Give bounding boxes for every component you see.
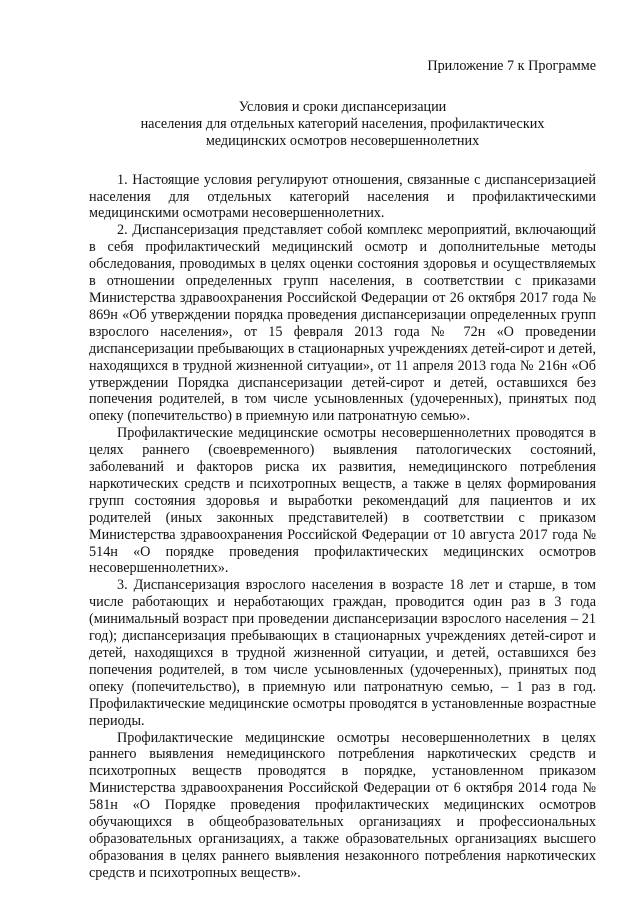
document-page (89, 58, 596, 882)
paragraph-3: Профилактические медицинские осмотры несовершеннолетних проводятся в целях раннего (своевременного) выявления патологических состояний, заболеваний и факторов риска их развития, немедицинского потребления наркотических средств и психотропных веществ, а также в целях формирования групп состояния здоровья и выработки рекомендаций для пациентов и их родителей (иных законных представителей) в соответствии с приказом Министерства здравоохранения Российской Федерации от 10 августа 2017 года № 514н «О порядке проведения профилактических медицинских осмотров несовершеннолетних». (89, 425, 596, 577)
paragraph-1: 1. Настоящие условия регулируют отношения, связанные с диспансеризацией населения для отдельных категорий населения и профилактическими медицинскими осмотрами несовершеннолетних. (89, 171, 596, 222)
paragraph-4: 3. Диспансеризация взрослого населения в возрасте 18 лет и старше, в том числе работающих и неработающих граждан, проводится один раз в 3 года (минимальный возраст при проведении диспансеризации взрослого населения – 21 год); диспансеризация пребывающих в стационарных учреждениях детей-сирот и детей, находящихся в трудной жизненной ситуации, и детей, оставшихся без попечения родителей, в том числе усыновленных (удочеренных), принятых под опеку (попечительство), в приемную или патронатную семью, – 1 раз в год. Профилактические медицинские осмотры проводятся в установленные возрастные периоды. (89, 577, 596, 729)
title-line-3: медицинских осмотров несовершеннолетних (205, 132, 480, 149)
appendix-label: Приложение 7 к Программе (427, 58, 596, 74)
title-line-2: населения для отдельных категорий населения, профилактических (140, 115, 545, 132)
paragraph-5: Профилактические медицинские осмотры несовершеннолетних в целях раннего выявления немедицинского потребления наркотических средств и психотропных веществ проводятся в порядке, установленном приказом Министерства здравоохранения Российской Федерации от 6 октября 2014 года № 581н «О Порядке проведения профилактических медицинских осмотров обучающихся в общеобразовательных организациях и профессиональных образовательных организациях, а также образовательных организациях высшего образования в целях раннего выявления незаконного потребления наркотических средств и психотропных веществ». (89, 729, 596, 881)
document-title (89, 99, 596, 150)
title-line-1: Условия и сроки диспансеризации (238, 98, 447, 115)
paragraph-2: 2. Диспансеризация представляет собой комплекс мероприятий, включающий в себя профилактический медицинский осмотр и дополнительные методы обследования, проводимых в целях оценки состояния здоровья и осуществляемых в отношении определенных групп населения, в соответствии с приказами Министерства здравоохранения Российской Федерации от 26 октября 2017 года № 869н «Об утверждении порядка проведения диспансеризации определенных групп взрослого населения», от 15 февраля 2013 года № 72н «О проведении диспансеризации пребывающих в стационарных учреждениях детей-сирот и детей, находящихся в трудной жизненной ситуации», от 11 апреля 2013 года № 216н «Об утверждении Порядка диспансеризации детей-сирот и детей, оставшихся без попечения родителей, в том числе усыновленных (удочеренных), принятых под опеку (попечительство) в приемную или патронатную семью». (89, 222, 596, 425)
